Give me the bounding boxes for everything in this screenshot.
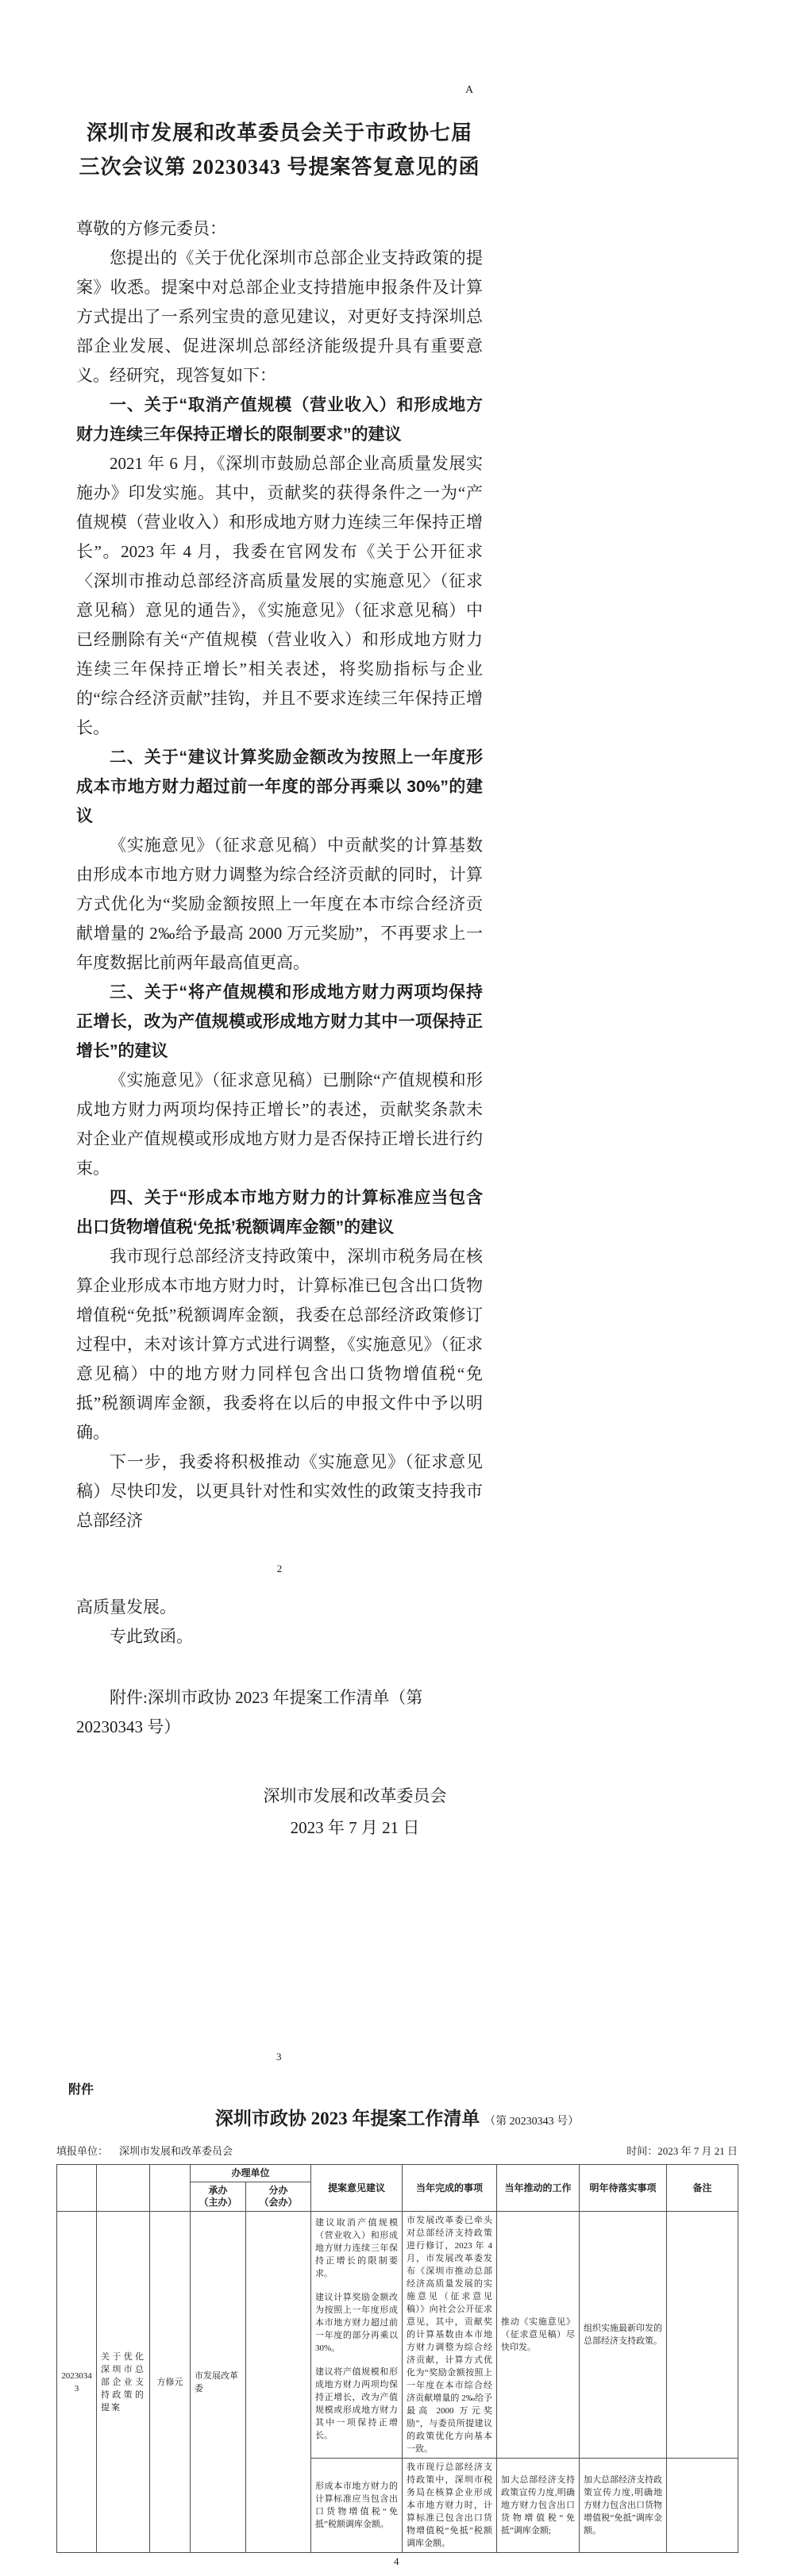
header-undertake-line2: （主办） [198,2197,237,2208]
cell-suggestions-r1 [311,2212,403,2459]
attachment-label: 附件 [68,2083,94,2097]
closing-paragraph-part1: 下一步，我委将积极推动《实施意见》（征求意见稿）尽快印发，以更具针对性和实效性的政策支持我市总部经济 [76,1452,483,1530]
cell-co-handle-unit [246,2212,311,2553]
section-2-heading: 二、关于“建议计算奖励金额改为按照上一年度形成本市地方财力超过前一年度的部分再乘以 30%”的建议 [76,748,483,825]
attachment-title [0,2104,794,2130]
header-suggestion: 提案意见建议 [311,2165,403,2212]
closing-paragraph-part2: 高质量发展。 [76,1598,176,1617]
report-unit-value: 深圳市发展和改革委员会 [119,2145,233,2157]
header-co-handle [246,2182,311,2212]
suggestion-paragraph-2: 建议计算奖励金额改为按照上一年度形成本市地方财力超过前一年度的部分再乘以 30%。 [315,2293,399,2353]
page-number-2: 2 [276,1563,283,1574]
proposal-table [56,2164,738,2553]
suggestion-paragraph-1: 建议取消产值规模（营业收入）和形成地方财力连续三年保持正增长的限制要求。 [315,2218,399,2278]
cell-suggestion-r2: 形成本市地方财力的计算标准应当包含出口货物增值税“免抵”税额调库金额。 [311,2459,403,2553]
cell-completed-r1: 市发展改革委已牵头对总部经济支持政策进行修订，2023 年 4 月，市发展改革委发布《深圳市推动总部经济高质量发展的实施意见（征求意见稿）》向社会公开征求意见，其中，贡献奖的计算基数由本市地方财力调整为综合经济贡献，计算方式优化为“奖励金额按照上一年度在本市综合经济贡献增量的 2‰给予最高 2000 万元奖励”，与委员所提建议的政策优化方向基本一致。 [403,2212,497,2459]
cell-next-year-r2: 加大总部经济支持政策宣传力度,明确地方财力包含出口货物增值税“免抵”调库金额。 [580,2459,667,2553]
cell-completed-r2: 我市现行总部经济支持政策中，深圳市税务局在核算企业形成本市地方财力时，计算标准已包含出口货物增值税“免抵”税额调库金额。 [403,2459,497,2553]
header-co-handle-line1: 分办 [268,2185,288,2196]
suggestion-paragraph-3: 建议将产值规模和形成地方财力两项均保持正增长，改为产值规模或形成地方财力其中一项保持正增长。 [315,2367,399,2440]
cell-proposer: 方修元 [150,2212,191,2553]
header-proposal-no [57,2165,97,2212]
page-number-4: 4 [394,2555,399,2567]
attachment-title-text: 深圳市政协 2023 年提案工作清单 [214,2109,480,2128]
cell-proposal-no: 20230343 [57,2212,97,2553]
header-next-year: 明年待落实事项 [580,2165,667,2212]
header-co-handle-line2: （会办） [259,2197,298,2208]
section-1-heading: 一、关于“取消产值规模（营业收入）和形成地方财力连续三年保持正增长的限制要求”的建议 [76,396,483,444]
header-proposer [150,2165,191,2212]
intro-paragraph: 您提出的《关于优化深圳市总部企业支持政策的提案》收悉。提案中对总部企业支持措施申报条件及计算方式提出了一系列宝贵的意见建议，对更好支持深圳总部企业发展、促进深圳总部经济能级提升具有重要意义。经研究，现答复如下： [76,248,483,385]
section-4-body: 我市现行总部经济支持政策中，深圳市税务局在核算企业形成本市地方财力时，计算标准已包含出口货物增值税“免抵”税额调库金额，我委在总部经济政策修订过程中，未对该计算方式进行调整，《实施意见》（征求意见稿）中的地方财力同样包含出口货物增值税“免抵”税额调库金额，我委将在以后的申报文件中予以明确。 [76,1247,483,1442]
cell-next-year-r1: 组织实施最新印发的总部经济支持政策。 [580,2212,667,2459]
salute: 专此致函。 [110,1627,193,1646]
header-undertake-line1: 承办 [208,2185,228,2196]
header-promoted: 当年推动的工作 [497,2165,580,2212]
report-time: 时间：2023 年 7 月 21 日 [626,2145,738,2157]
signature-date: 2023 年 7 月 21 日 [290,1818,420,1837]
cell-promoted-r2: 加大总部经济支持政策宣传力度,明确地方财力包含出口货物增值税“免抵”调库金额; [497,2459,580,2553]
header-proposal-title [97,2165,150,2212]
section-4-heading: 四、关于“形成本市地方财力的计算标准应当包含出口货物增值税‘免抵’税额调库金额”的建议 [76,1189,483,1236]
header-undertake [191,2182,246,2212]
report-unit [56,2143,233,2158]
letter-title [76,116,483,184]
greeting: 尊敬的方修元委员： [76,219,226,238]
cell-promoted-r1: 推动《实施意见》（征求意见稿）尽快印发。 [497,2212,580,2459]
section-2-body: 《实施意见》（征求意见稿）中贡献奖的计算基数由形成本市地方财力调整为综合经济贡献的同时，计算方式优化为“奖励金额按照上一年度在本市综合经济贡献增量的 2‰给予最高 2000 万元奖励”，不再要求上一年度数据比前两年最高值更高。 [76,836,483,972]
attachment-page [0,2079,794,2553]
header-completed: 当年完成的事项 [403,2165,497,2212]
section-1-body: 2021 年 6 月，《深圳市鼓励总部企业高质量发展实施办》印发实施。其中，贡献奖的获得条件之一为“产值规模（营业收入）和形成地方财力连续三年保持正增长”。2023 年 4 月，我委在官网发布《关于公开征求〈深圳市推动总部经济高质量发展的实施意见〉（征求意见稿）意见的通告》，《实施意见》（征求意见稿）中已经删除有关“产值规模（营业收入）和形成地方财力连续三年保持正增长”相关表述，将奖励指标与企业的“综合经济贡献”挂钩，并且不要求连续三年保持正增长。 [76,454,483,737]
letter-page [76,116,483,1844]
cell-undertake-unit: 市发展改革委 [191,2212,246,2553]
signature-block [76,1780,483,1844]
report-unit-label: 填报单位： [56,2145,109,2157]
letter-title-line1: 深圳市发展和改革委员会关于市政协七届 [86,121,472,144]
cell-remark-r1 [667,2212,738,2459]
letter-title-line2: 三次会议第 20230343 号提案答复意见的函 [79,156,480,179]
section-3-heading: 三、关于“将产值规模和形成地方财力两项均保持正增长，改为产值规模或形成地方财力其中一项保持正增长”的建议 [76,983,483,1060]
cell-remark-r2 [667,2459,738,2553]
cell-proposal-title: 关于优化深圳市总部企业支持政策的提案 [97,2212,150,2553]
attachment-title-suffix: （第 20230343 号） [484,2116,580,2128]
attachment-note: 附件:深圳市政协 2023 年提案工作清单（第 20230343 号） [76,1688,423,1736]
signature: 深圳市发展和改革委员会 [263,1786,447,1805]
section-3-body: 《实施意见》（征求意见稿）已删除“产值规模和形成地方财力两项均保持正增长”的表述，贡献奖条款未对企业产值规模或形成地方财力是否保持正增长进行约束。 [76,1071,483,1178]
header-remark: 备注 [667,2165,738,2212]
page-marker-a: A [465,84,474,96]
header-handling-unit: 办理单位 [191,2165,311,2182]
attachment-meta [56,2143,738,2158]
page-number-3: 3 [276,2051,282,2063]
